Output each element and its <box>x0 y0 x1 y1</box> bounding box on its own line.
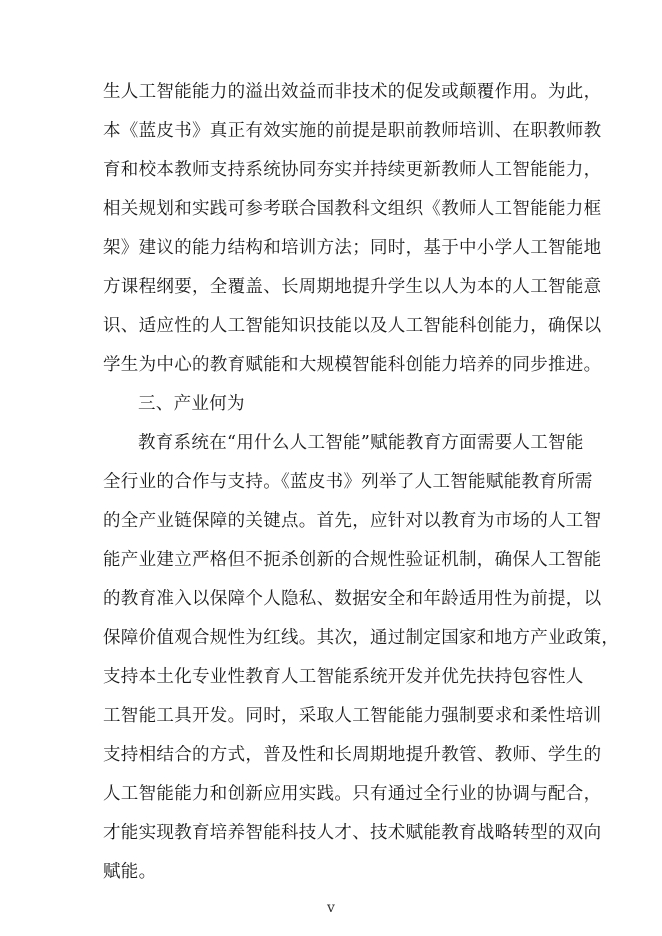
paragraph-2-line: 才能实现教育培养智能科技人才、技术赋能教育战略转型的双向 <box>103 823 602 843</box>
paragraph-2-line: 赋能。 <box>103 862 157 882</box>
paragraph-2-line: 能产业建立严格但不扼杀创新的合规性验证机制，确保人工智能 <box>103 550 602 570</box>
paragraph-2-line: 的全产业链保障的关键点。首先，应针对以教育为市场的人工智 <box>103 511 602 531</box>
paragraph-1-line: 学生为中心的教育赋能和大规模智能科创能力培养的同步推进。 <box>103 355 602 375</box>
paragraph-1-line: 生人工智能能力的溢出效益而非技术的促发或颠覆作用。为此， <box>103 82 602 102</box>
paragraph-1-line: 本《蓝皮书》真正有效实施的前提是职前教师培训、在职教师教 <box>103 121 602 141</box>
page-number: v <box>327 900 335 916</box>
paragraph-1-line: 架》建议的能力结构和培训方法；同时，基于中小学人工智能地 <box>103 238 602 258</box>
paragraph-1-line: 育和校本教师支持系统协同夯实并持续更新教师人工智能能力， <box>103 160 602 180</box>
paragraph-2-line: 保障价值观合规性为红线。其次，通过制定国家和地方产业政策， <box>103 628 620 648</box>
paragraph-1-line: 识、适应性的人工智能知识技能以及人工智能科创能力，确保以 <box>103 316 602 336</box>
paragraph-2-line: 支持本土化专业性教育人工智能系统开发并优先扶持包容性人 <box>103 667 584 687</box>
paragraph-1-line: 方课程纲要，全覆盖、长周期地提升学生以人为本的人工智能意 <box>103 277 602 297</box>
paragraph-1-line: 相关规划和实践可参考联合国教科文组织《教师人工智能能力框 <box>103 199 602 219</box>
paragraph-2-line: 教育系统在“用什么人工智能”赋能教育方面需要人工智能 <box>138 433 584 453</box>
paragraph-2-line: 人工智能能力和创新应用实践。只有通过全行业的协调与配合， <box>103 784 602 804</box>
paragraph-2-line: 全行业的合作与支持。《蓝皮书》列举了人工智能赋能教育所需 <box>103 472 593 492</box>
paragraph-2-line: 的教育准入以保障个人隐私、数据安全和年龄适用性为前提，以 <box>103 589 602 609</box>
paragraph-2-line: 支持相结合的方式，普及性和长周期地提升教管、教师、学生的 <box>103 745 602 765</box>
section-heading: 三、产业何为 <box>138 394 245 414</box>
paragraph-2-line: 工智能工具开发。同时，采取人工智能能力强制要求和柔性培训 <box>103 706 602 726</box>
